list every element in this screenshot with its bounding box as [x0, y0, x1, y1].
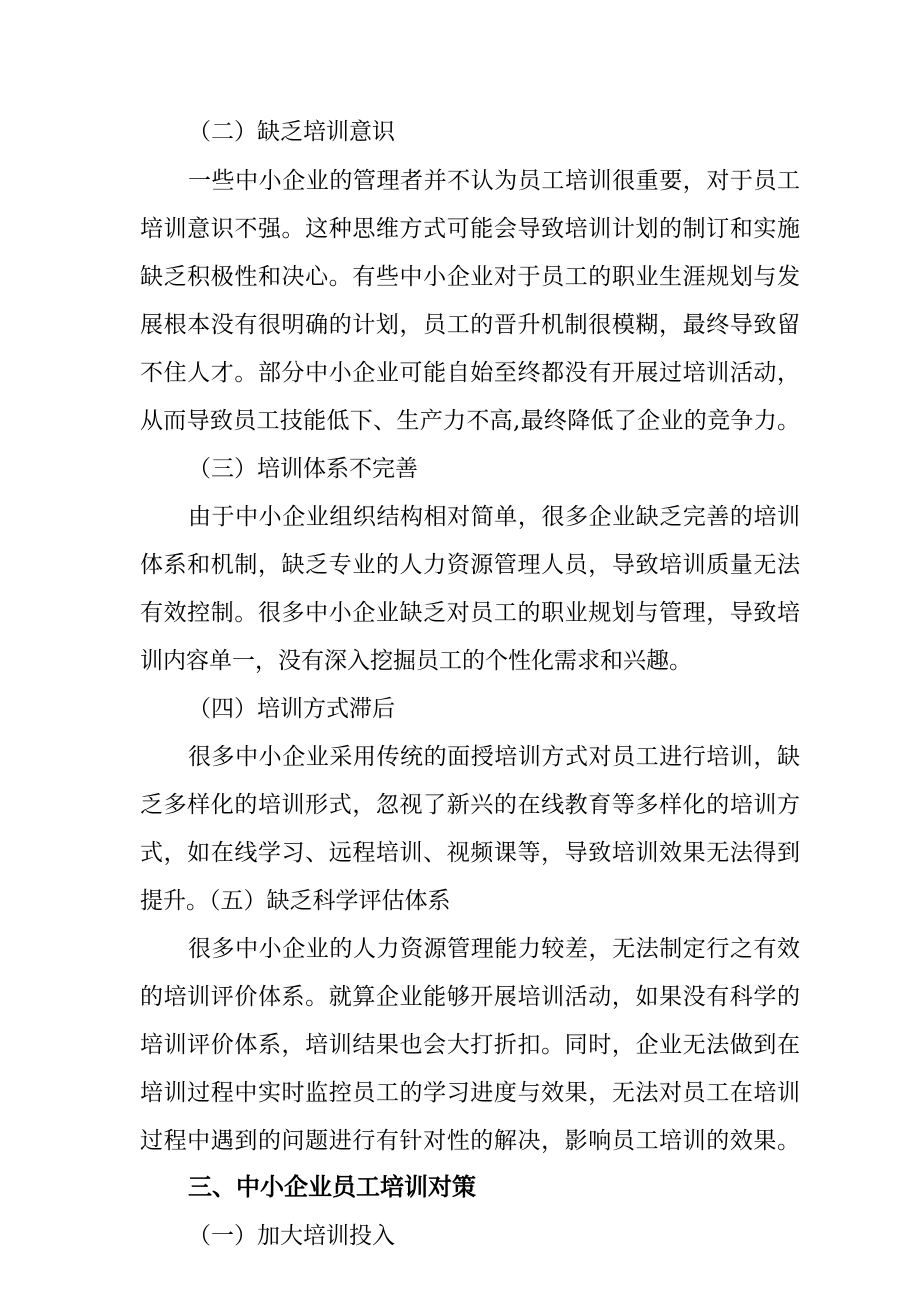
paragraph-line: 很多中小企业的人力资源管理能力较差，无法制定行之有效: [188, 936, 800, 962]
chapter-heading: 三、中小企业员工培训对策: [188, 1173, 476, 1201]
paragraph-line: 乏多样化的培训形式，忽视了新兴的在线教育等多样化的培训方: [140, 792, 800, 818]
paragraph-line: 式，如在线学习、远程培训、视频课等，导致培训效果无法得到: [140, 840, 800, 866]
paragraph-line: 提升。（五）缺乏科学评估体系: [140, 888, 451, 914]
paragraph-line: 培训评价体系，培训结果也会大打折扣。同时，企业无法做到在: [140, 1032, 800, 1058]
paragraph-line: 缺乏积极性和决心。有些中小企业对于员工的职业生涯规划与发: [140, 264, 800, 290]
paragraph-line: 有效控制。很多中小企业缺乏对员工的职业规划与管理，导致培: [140, 600, 800, 626]
paragraph-line: 一些中小企业的管理者并不认为员工培训很重要，对于员工: [188, 168, 800, 194]
paragraph-line: 训内容单一，没有深入挖掘员工的个性化需求和兴趣。: [140, 648, 692, 674]
paragraph-line: 不住人才。部分中小企业可能自始至终都没有开展过培训活动，: [140, 360, 800, 386]
subheading-lack-of-awareness: （二）缺乏培训意识: [188, 119, 395, 145]
paragraph-line: 的培训评价体系。就算企业能够开展培训活动，如果没有科学的: [140, 984, 800, 1010]
subheading-training-methods: （四）培训方式滞后: [188, 696, 395, 722]
paragraph-line: 展根本没有很明确的计划，员工的晋升机制很模糊，最终导致留: [140, 312, 800, 338]
subheading-increase-investment: （一）加大培训投入: [188, 1223, 395, 1249]
paragraph-line: 由于中小企业组织结构相对简单，很多企业缺乏完善的培训: [188, 504, 800, 530]
paragraph-line: 培训过程中实时监控员工的学习进度与效果，无法对员工在培训: [140, 1080, 800, 1106]
paragraph-line: 培训意识不强。这种思维方式可能会导致培训计划的制订和实施: [140, 216, 800, 242]
paragraph-line: 体系和机制，缺乏专业的人力资源管理人员，导致培训质量无法: [140, 552, 800, 578]
paragraph-line: 很多中小企业采用传统的面授培训方式对员工进行培训，缺: [188, 744, 800, 770]
subheading-training-system: （三）培训体系不完善: [188, 456, 418, 482]
paragraph-line: 从而导致员工技能低下、生产力不高,最终降低了企业的竞争力。: [140, 408, 800, 434]
paragraph-line: 过程中遇到的问题进行有针对性的解决，影响员工培训的效果。: [140, 1128, 800, 1154]
